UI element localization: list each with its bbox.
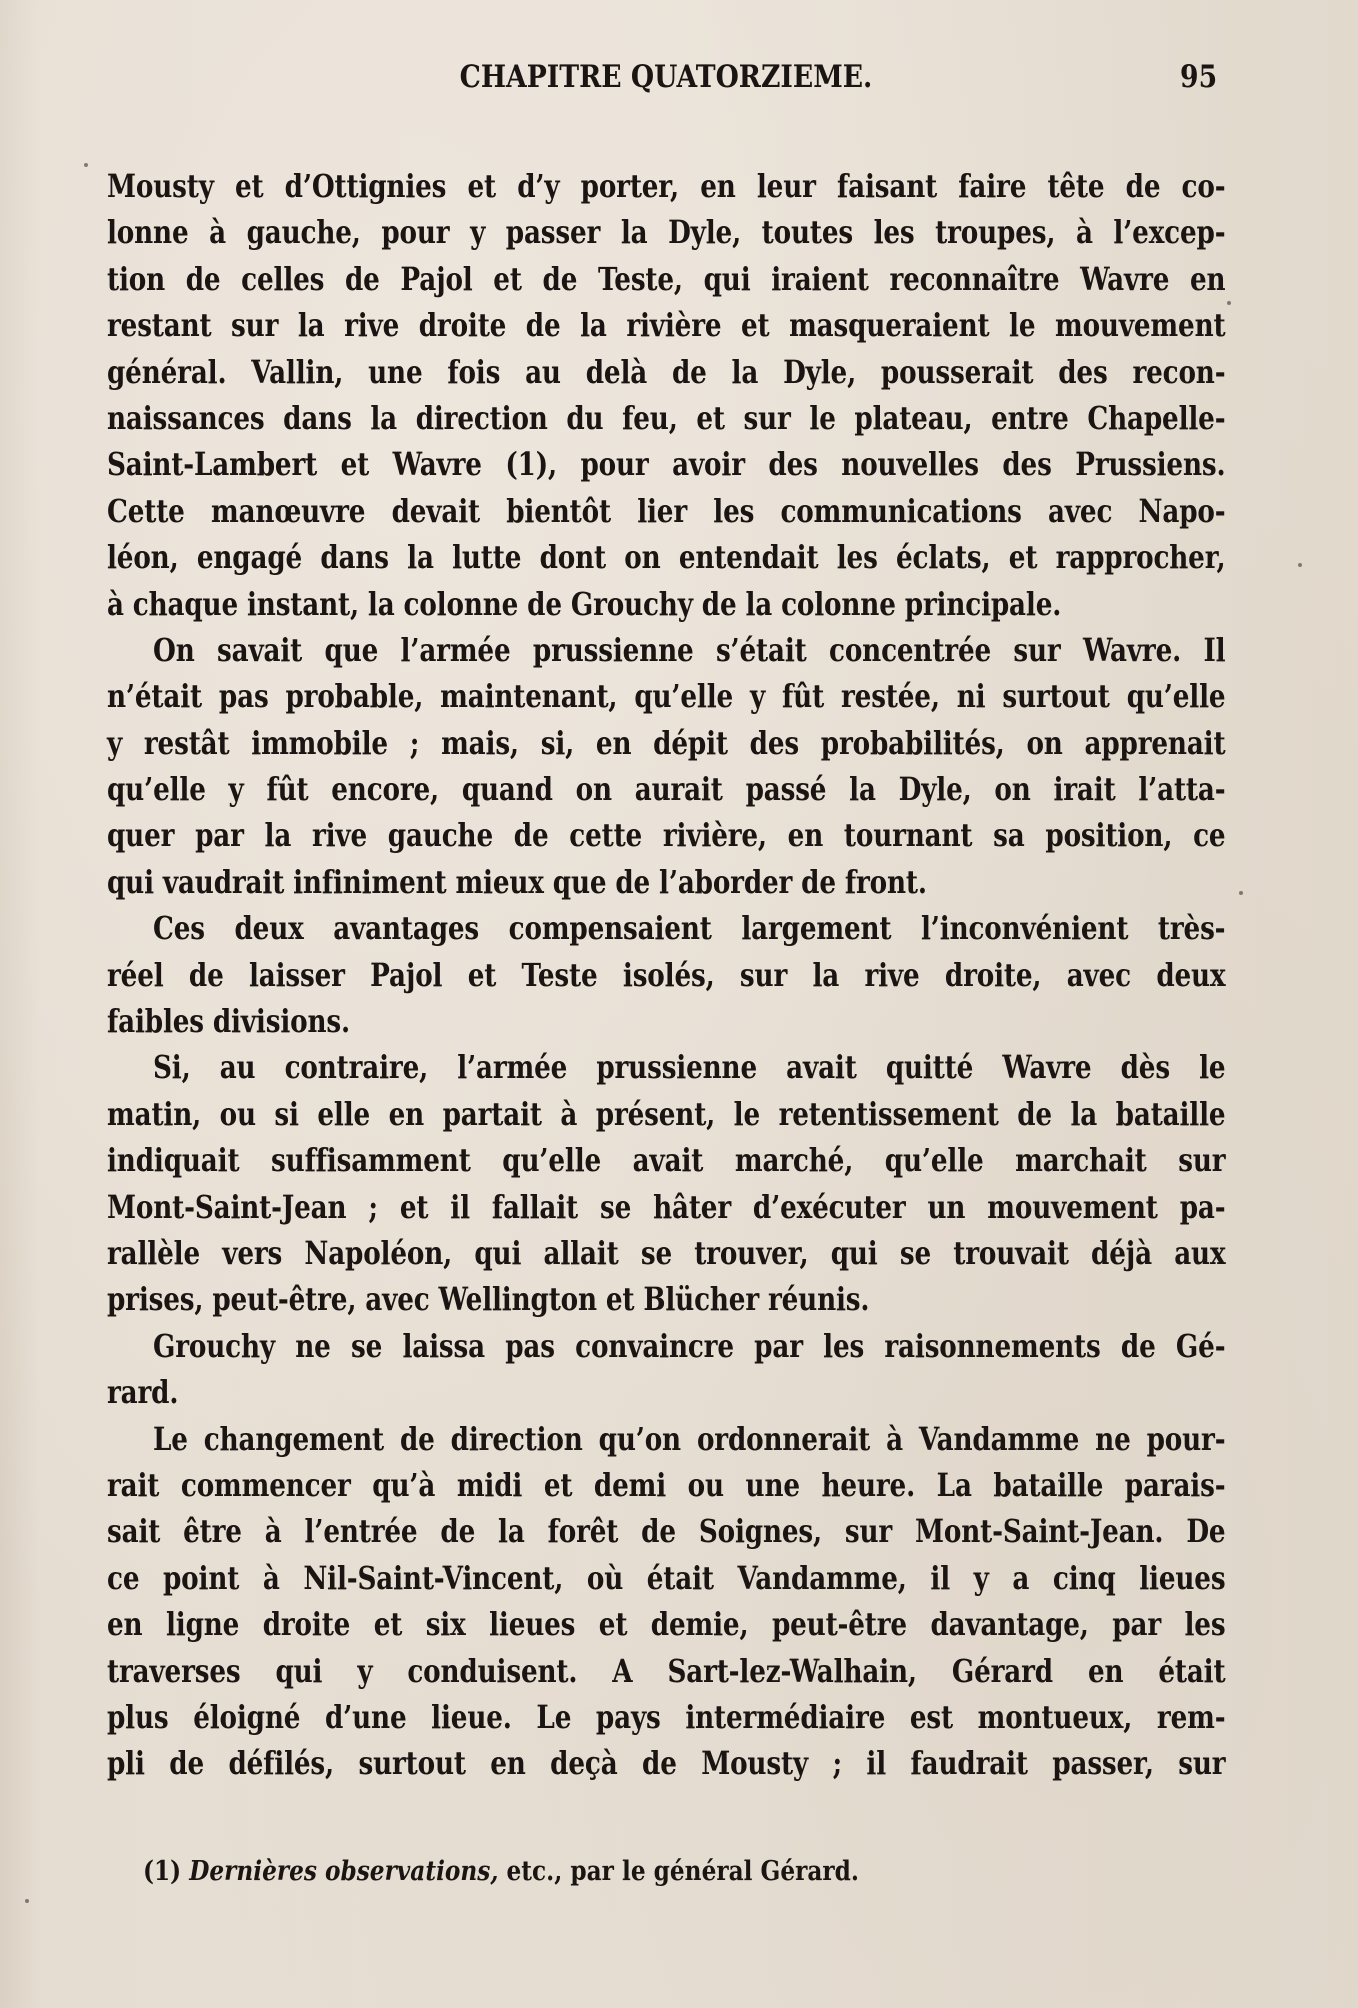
text-line bbox=[107, 349, 1225, 395]
text-line-content: réel de laisser Pajol et Teste isolés, sur la rive droite, avec deux bbox=[107, 955, 1226, 994]
text-line-content: matin, ou si elle en partait à présent, le retentissement de la bataille bbox=[107, 1094, 1226, 1133]
text-line bbox=[107, 1184, 1225, 1230]
text-line-content: Mousty et d’Ottignies et d’y porter, en leur faisant faire tête de co- bbox=[107, 167, 1226, 205]
text-line bbox=[107, 488, 1225, 534]
page-number: 95 bbox=[1179, 59, 1217, 95]
footnote-text: etc., par le général Gérard. bbox=[498, 1856, 859, 1887]
chapter-title: CHAPITRE QUATORZIEME. bbox=[459, 59, 873, 95]
paper-speck bbox=[25, 1899, 29, 1903]
text-line bbox=[107, 812, 1225, 858]
text-line-content: sait être à l’entrée de la forêt de Soignes, sur Mont-Saint-Jean. De bbox=[107, 1512, 1226, 1551]
text-line-content: y restât immobile ; mais, si, en dépit des probabilités, on apprenait bbox=[107, 723, 1226, 762]
text-line-content: Cette manœuvre devait bientôt lier les communications avec Napo- bbox=[107, 491, 1226, 530]
text-line bbox=[107, 859, 1225, 905]
text-line-content: rallèle vers Napoléon, qui allait se trouver, qui se trouvait déjà aux bbox=[107, 1233, 1226, 1272]
text-line bbox=[107, 534, 1225, 580]
text-line-content: n’était pas probable, maintenant, qu’elle y fût restée, ni surtout qu’elle bbox=[107, 677, 1226, 716]
text-line bbox=[107, 1555, 1225, 1601]
text-line-content: prises, peut-être, avec Wellington et Blücher réunis. bbox=[107, 1280, 870, 1319]
text-line bbox=[107, 905, 1225, 951]
text-line bbox=[107, 1462, 1225, 1508]
text-line-content: restant sur la rive droite de la rivière et masqueraient le mouvement bbox=[107, 306, 1226, 345]
text-line bbox=[107, 1137, 1225, 1183]
text-line-content: lonne à gauche, pour y passer la Dyle, toutes les troupes, à l’excep- bbox=[107, 213, 1226, 252]
text-line bbox=[107, 209, 1225, 255]
text-line bbox=[107, 1369, 1225, 1415]
text-line-content: à chaque instant, la colonne de Grouchy de la colonne principale. bbox=[107, 584, 1062, 623]
text-line-content: indiquait suffisamment qu’elle avait marché, qu’elle marchait sur bbox=[107, 1141, 1226, 1180]
text-line bbox=[107, 1416, 1225, 1462]
footnote bbox=[143, 1856, 1043, 1887]
text-line-content: Si, au contraire, l’armée prussienne avait quitté Wavre dès le bbox=[153, 1048, 1226, 1087]
text-line bbox=[107, 395, 1225, 441]
text-line bbox=[107, 441, 1225, 487]
text-line-content: qui vaudrait infiniment mieux que de l’aborder de front. bbox=[107, 862, 927, 901]
text-line-content: léon, engagé dans la lutte dont on entendait les éclats, et rapprocher, bbox=[107, 538, 1226, 577]
text-line-content: tion de celles de Pajol et de Teste, qui iraient reconnaître Wavre en bbox=[107, 259, 1226, 298]
text-line bbox=[107, 302, 1225, 348]
text-line bbox=[107, 1694, 1225, 1740]
text-line-content: Saint-Lambert et Wavre (1), pour avoir des nouvelles des Prussiens. bbox=[107, 445, 1226, 484]
text-line-content: plus éloigné d’une lieue. Le pays intermédiaire est montueux, rem- bbox=[107, 1697, 1226, 1736]
text-line bbox=[107, 581, 1225, 627]
text-line bbox=[107, 1648, 1225, 1694]
text-line bbox=[107, 1044, 1225, 1090]
text-line-content: Le changement de direction qu’on ordonnerait à Vandamme ne pour- bbox=[153, 1419, 1226, 1458]
footnote-marker: (1) bbox=[143, 1856, 182, 1887]
text-line-content: qu’elle y fût encore, quand on aurait passé la Dyle, on irait l’atta- bbox=[107, 770, 1226, 809]
text-line-content: faibles divisions. bbox=[107, 1002, 350, 1041]
paper-speck bbox=[1239, 891, 1243, 895]
text-line bbox=[107, 1601, 1225, 1647]
text-line-content: ce point à Nil-Saint-Vincent, où était Vandamme, il y a cinq lieues bbox=[107, 1558, 1226, 1597]
text-line-content: traverses qui y conduisent. A Sart-lez-Walhain, Gérard en était bbox=[107, 1651, 1226, 1690]
body-text bbox=[107, 163, 1225, 1787]
text-line-content: général. Vallin, une fois au delà de la Dyle, pousserait des recon- bbox=[107, 352, 1226, 391]
text-line-content: Grouchy ne se laissa pas convaincre par les raisonnements de Gé- bbox=[153, 1326, 1226, 1365]
text-line bbox=[107, 1091, 1225, 1137]
text-line bbox=[107, 163, 1225, 209]
paper-speck bbox=[1227, 301, 1231, 305]
text-line-content: Ces deux avantages compensaient largement l’inconvénient très- bbox=[153, 909, 1226, 948]
text-line bbox=[107, 1740, 1225, 1786]
text-line-content: rard. bbox=[107, 1373, 179, 1412]
footnote-title: Dernières observations, bbox=[189, 1856, 499, 1887]
running-head bbox=[107, 55, 1225, 101]
text-line bbox=[107, 256, 1225, 302]
text-line bbox=[107, 627, 1225, 673]
text-line-content: Mont-Saint-Jean ; et il fallait se hâter d’exécuter un mouvement pa- bbox=[107, 1187, 1226, 1226]
text-line bbox=[107, 998, 1225, 1044]
text-line-content: quer par la rive gauche de cette rivière, en tournant sa position, ce bbox=[107, 816, 1226, 855]
text-line-content: pli de défilés, surtout en deçà de Mousty ; il faudrait passer, sur bbox=[107, 1744, 1226, 1783]
text-line-content: en ligne droite et six lieues et demie, peut-être davantage, par les bbox=[107, 1605, 1226, 1644]
text-line-content: On savait que l’armée prussienne s’était concentrée sur Wavre. Il bbox=[153, 630, 1226, 669]
paper-speck bbox=[1298, 563, 1302, 567]
text-line bbox=[107, 1323, 1225, 1369]
text-line bbox=[107, 952, 1225, 998]
text-line bbox=[107, 1276, 1225, 1322]
text-line bbox=[107, 1508, 1225, 1554]
text-line-content: naissances dans la direction du feu, et sur le plateau, entre Chapelle- bbox=[107, 398, 1226, 437]
text-line bbox=[107, 673, 1225, 719]
text-line bbox=[107, 720, 1225, 766]
paper-speck bbox=[84, 163, 88, 167]
text-line bbox=[107, 1230, 1225, 1276]
text-line bbox=[107, 766, 1225, 812]
text-line-content: rait commencer qu’à midi et demi ou une heure. La bataille parais- bbox=[107, 1465, 1226, 1504]
